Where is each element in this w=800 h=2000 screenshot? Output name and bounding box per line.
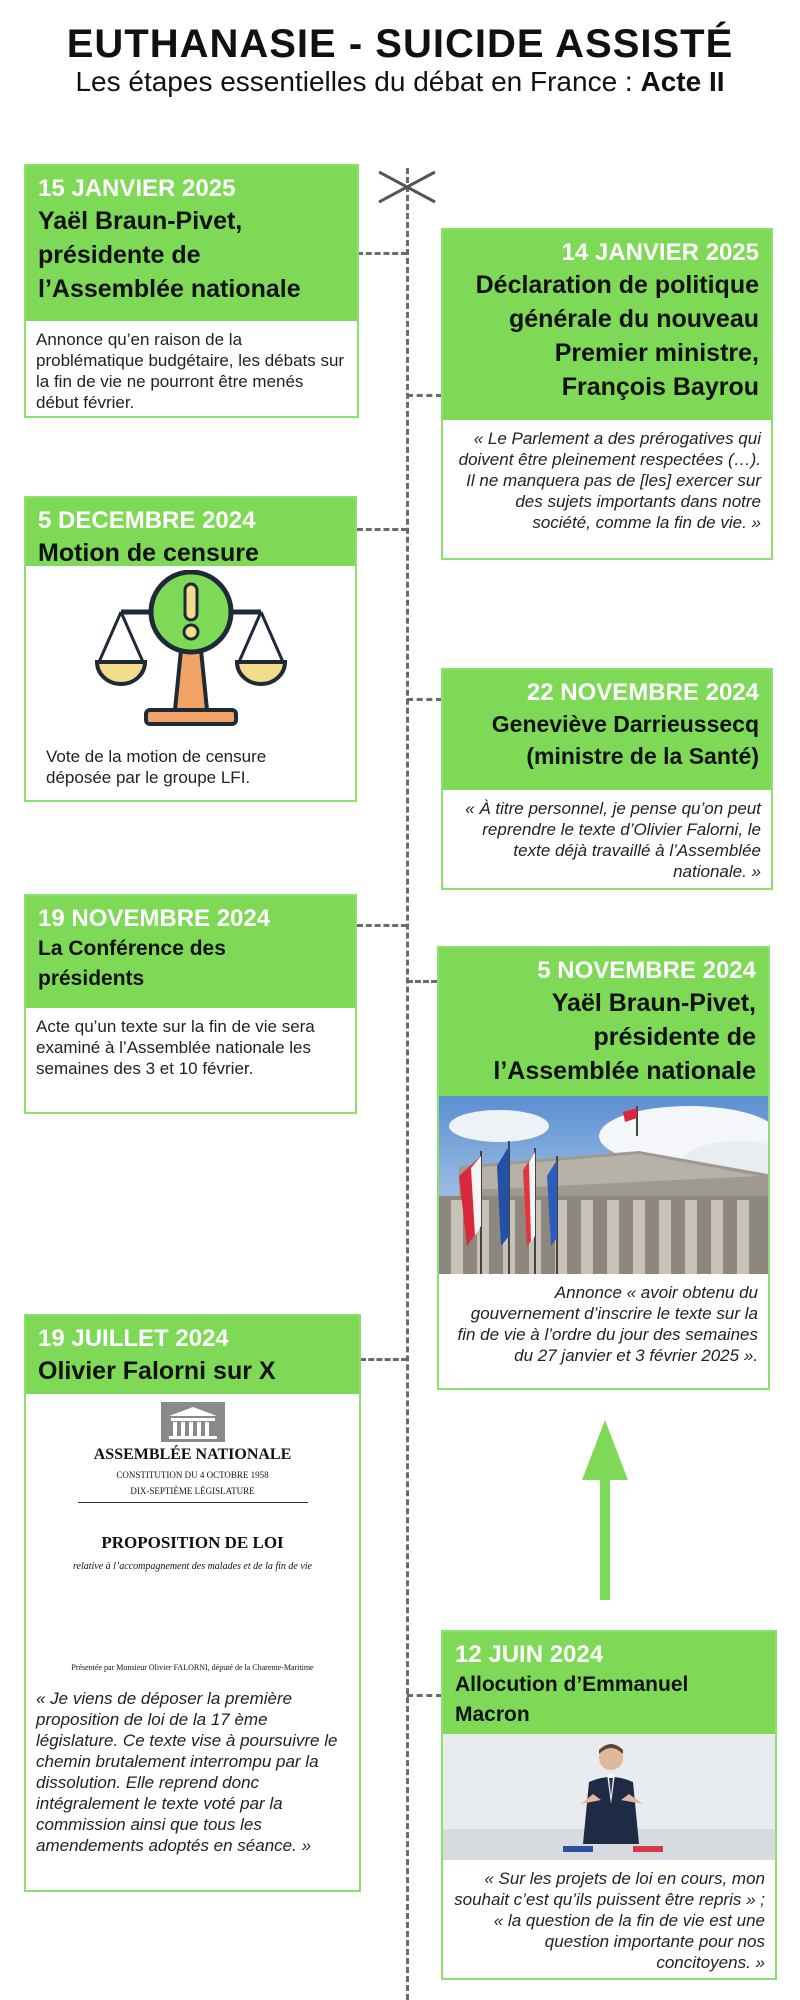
scales-warning-icon <box>91 570 291 740</box>
subtitle-act: Acte II <box>640 66 725 97</box>
page-title: EUTHANASIE - SUICIDE ASSISTÉ <box>66 22 734 66</box>
event-text: Acte qu’un texte sur la fin de vie sera examiné à l’Assemblée nationale les semaines des 3 et 10 février. <box>36 1017 315 1078</box>
event-date: 19 JUILLET 2024 <box>38 1325 229 1352</box>
connector <box>407 698 442 701</box>
event-title: Geneviève Darrieussecq (ministre de la Santé) <box>491 711 759 769</box>
event-header <box>443 230 771 420</box>
event-header <box>26 166 357 321</box>
connector <box>360 1358 407 1361</box>
doc-divider <box>78 1502 308 1503</box>
connector <box>407 980 437 983</box>
connector <box>357 252 407 255</box>
event-card-12-juin-2024 <box>441 1630 777 1980</box>
event-header <box>26 498 355 566</box>
timeline-end-x-icon <box>377 170 437 204</box>
event-card-15-janvier-2025 <box>24 164 359 418</box>
event-header <box>443 670 771 790</box>
doc-title: PROPOSITION DE LOI <box>101 1533 284 1552</box>
event-card-22-novembre-2024 <box>441 668 773 890</box>
event-card-19-juillet-2024 <box>24 1314 361 1892</box>
event-text: Annonce qu’en raison de la problématique budgétaire, les débats sur la fin de vie ne pourront être menés début février. <box>36 330 345 412</box>
event-quote: « Sur les projets de loi en cours, mon souhait c’est qu’ils puissent être repris » ; « la question de la fin de vie est une question importante pour nos concitoyens. » <box>454 1869 765 1972</box>
event-quote: « Le Parlement a des prérogatives qui doivent être pleinement respectées (…). Il ne manquera pas de [les] exercer sur des sujets importants dans notre société, comme la fin de vie. » <box>458 429 761 532</box>
doc-legislature: DIX-SEPTIÈME LÉGISLATURE <box>130 1486 255 1496</box>
event-date: 19 NOVEMBRE 2024 <box>38 905 271 932</box>
event-title: Olivier Falorni sur X <box>38 1357 276 1385</box>
event-date: 5 DECEMBRE 2024 <box>38 507 256 534</box>
event-date: 12 JUIN 2024 <box>455 1641 604 1668</box>
event-text: Vote de la motion de censure déposée par le groupe LFI. <box>46 747 267 787</box>
doc-constitution: CONSTITUTION DU 4 OCTOBRE 1958 <box>116 1470 269 1480</box>
event-quote: « À titre personnel, je pense qu’on peut reprendre le texte d’Olivier Falorni, le texte déjà travaillé à l’Assemblée nationale. » <box>465 799 761 881</box>
doc-subtitle: relative à l’accompagnement des malades et de la fin de vie <box>73 1561 312 1572</box>
macron-allocution-photo <box>443 1734 775 1860</box>
event-header <box>26 896 355 1008</box>
event-title: Allocution d’Emmanuel Macron <box>455 1673 689 1726</box>
page-subtitle <box>0 66 800 98</box>
assemblee-logo-icon <box>161 1402 225 1442</box>
event-card-14-janvier-2025 <box>441 228 773 560</box>
event-header <box>26 1316 359 1394</box>
connector <box>407 1694 442 1697</box>
connector <box>407 394 442 397</box>
proposition-de-loi-document <box>36 1402 349 1672</box>
event-text: Annonce « avoir obtenu du gouvernement d’inscrire le texte sur la fin de vie à l’ordre du jour des semaines du 27 janvier et 3 février 2025 ». <box>457 1283 758 1365</box>
doc-presented-by: Présentée par Monsieur Olivier FALORNI, député de la Charente-Maritime <box>71 1663 314 1672</box>
event-date: 14 JANVIER 2025 <box>561 239 759 266</box>
event-title: Déclaration de politique générale du nouveau Premier ministre, François Bayrou <box>475 271 759 401</box>
connector <box>357 924 407 927</box>
event-header <box>439 948 768 1096</box>
event-card-5-decembre-2024 <box>24 496 357 802</box>
event-title: Motion de censure <box>38 539 259 567</box>
event-quote: « Je viens de déposer la première proposition de loi de la 17 ème législature. Ce texte vise à poursuivre le chemin brutalement interrompu par la dissolution. Elle reprend donc intégralement le texte voté par la commission ainsi que tous les amendements adoptés en séance. » <box>36 1689 338 1855</box>
event-header <box>443 1632 775 1734</box>
event-date: 15 JANVIER 2025 <box>38 175 236 202</box>
event-date: 5 NOVEMBRE 2024 <box>537 957 756 984</box>
assemblee-nationale-photo <box>439 1096 768 1274</box>
connector <box>357 528 407 531</box>
event-title: La Conférence des présidents <box>38 937 226 990</box>
up-arrow-icon <box>580 1420 630 1600</box>
subtitle-prefix: Les étapes essentielles du débat en France : <box>75 66 633 97</box>
event-card-19-novembre-2024 <box>24 894 357 1114</box>
timeline-line <box>406 168 409 2000</box>
event-date: 22 NOVEMBRE 2024 <box>526 679 759 706</box>
event-card-5-novembre-2024 <box>437 946 770 1390</box>
event-title: Yaël Braun-Pivet, présidente de l’Assemblée nationale <box>493 989 756 1085</box>
event-title: Yaël Braun-Pivet, présidente de l’Assemblée nationale <box>38 207 301 303</box>
doc-institution: ASSEMBLÉE NATIONALE <box>93 1446 292 1463</box>
